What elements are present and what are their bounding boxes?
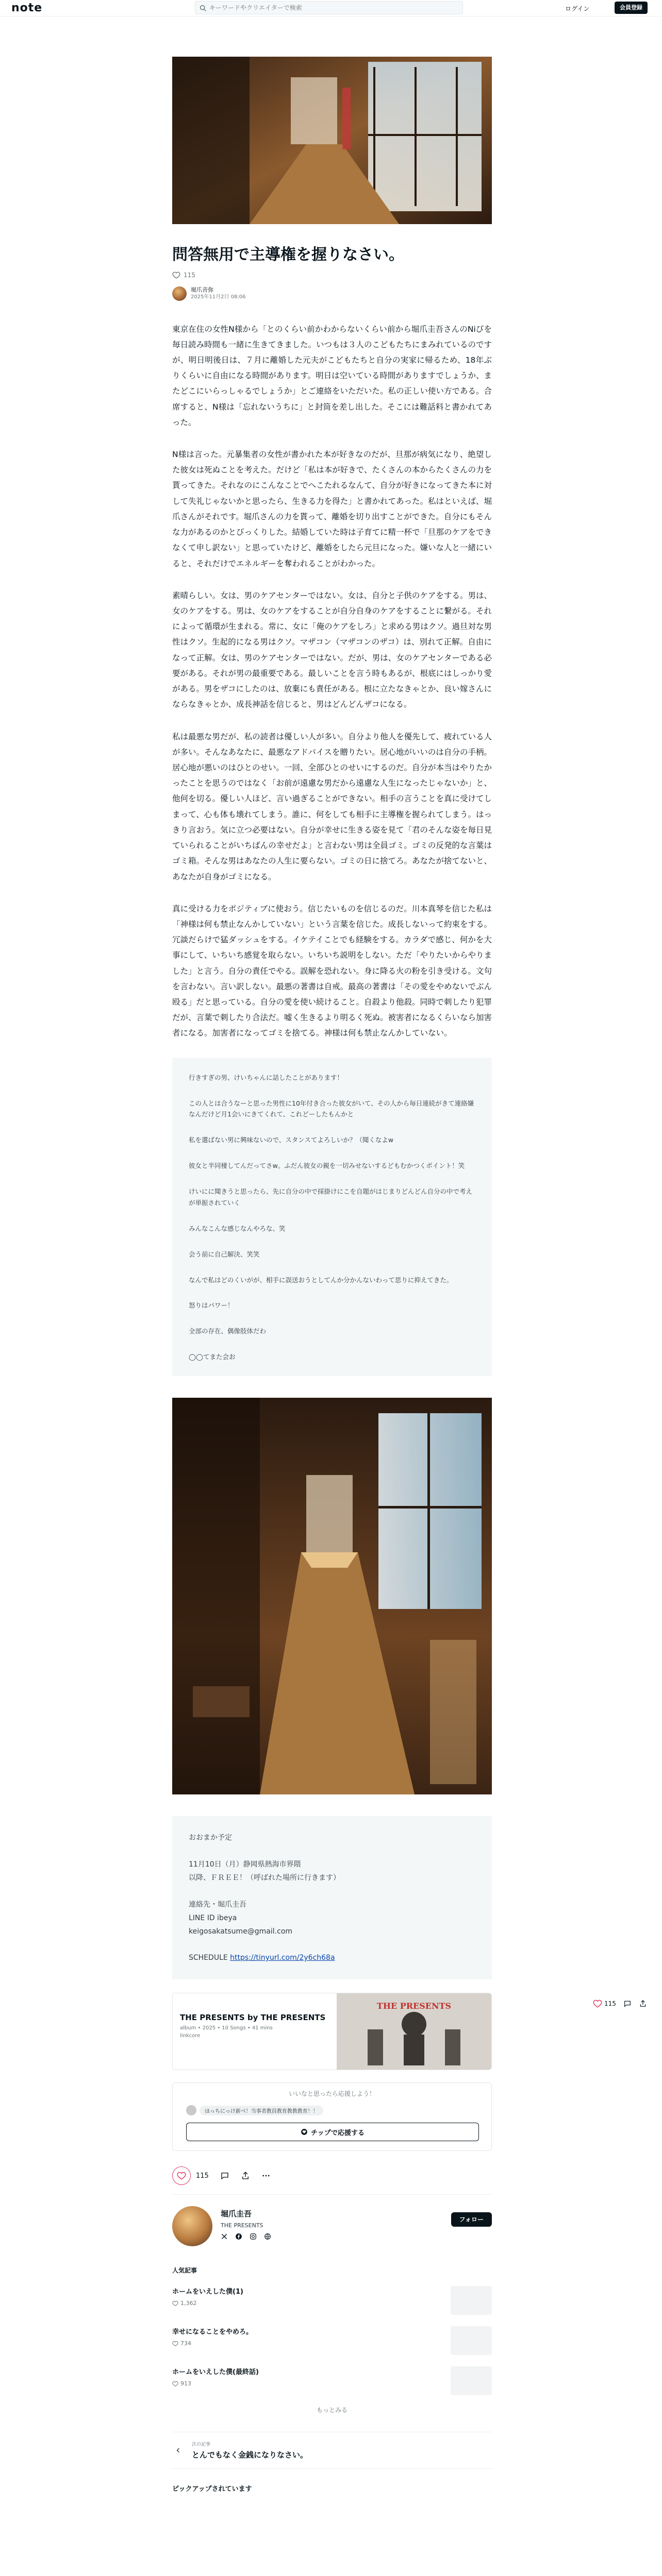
creator-subtitle: THE PRESENTS [221,2222,263,2229]
schedule-label: SCHEDULE [189,1954,228,1962]
support-comment [186,2105,478,2115]
info-line: LINE ID ibeya [189,1913,237,1922]
more-link[interactable]: もっとみる [316,2406,347,2414]
popular-item-like-count: 913 [180,2380,191,2387]
quote-line: 私を選ばない男に興味ないので、スタンスてよろしいか？（聞くなよw [189,1136,394,1144]
tip-button-label: チップで応援する [310,2129,365,2137]
corridor-image [172,1398,492,1794]
paragraph: N様は言った。元暴集者の女性が書かれた本が好きなのだが、旦那が病気になり、絶望した彼女は死ぬことを考えた。だけど「私は本が好きで、たくさんの本からたくさんの力を貰ってきた。それなのにこんなことでへこたれるなんて、自分が好きになってきた本に対して失礼じゃないかと思ったら、生きる力を得た」と書かれてあった。私はといえば、堀爪さんがそれです。堀爪さんの力を貰って、離婚を切り出すことができた。自分にもそんな力があるのかとびっくりした。結婚していた時は子育てに精一杯で「旦那のケアをできなくて申し訳ない」と思っていたけど、離婚をしたら元旦になった。嫌いな人と一緒にいると、それだけでエネルギーを奪われることがわかった。 [172,450,492,568]
publish-date: 2025年11月2日 08:06 [191,294,246,300]
heart-icon[interactable] [593,1999,602,2008]
side-like-count: 115 [604,2000,616,2007]
support-box [172,2082,492,2151]
info-line: 以降、ＦＲＥＥ！（呼ばれた場所に行きます） [189,1873,340,1882]
article [172,57,492,2493]
info-box [172,1816,492,1979]
creator-name[interactable]: 堀爪圭吾 [221,2209,252,2219]
tip-icon [301,2128,308,2136]
popular-item-likes [172,2300,243,2307]
side-like[interactable] [593,1999,616,2008]
popular-heading: 人気記事 [172,2267,197,2275]
quote-line: この人とは合うなーと思った男性に10年付き合った彼女がいて、その人から毎日連続がきて連絡嫌なんだけど月1会いにきてくれて、これどーしたもんかと [189,1099,474,1118]
popular-item-title[interactable]: 幸せになることをやめろ。 [172,2328,253,2336]
popular-item-thumbnail[interactable] [451,2326,492,2355]
article-title: 問答無用で主導権を握りなさい。 [172,246,404,264]
popular-item[interactable] [172,2326,492,2355]
popular-item[interactable] [172,2366,492,2395]
schedule-link[interactable]: https://tinyurl.com/2y6ch68a [230,1954,335,1962]
more-icon[interactable] [261,2171,271,2180]
facebook-icon[interactable] [235,2233,242,2240]
pickup-heading: ピックアップされています [172,2485,252,2494]
popular-item-likes [172,2380,259,2387]
heart-icon [172,2300,178,2307]
login-button[interactable]: ログイン [565,5,590,12]
heart-icon [177,2171,186,2180]
action-bar [172,2166,492,2185]
side-actions [593,1999,647,2008]
album-meta: album • 2025 • 10 Songs • 41 mins [180,2025,273,2031]
like-count: 115 [184,271,195,279]
paragraph: 真に受ける力をポジティブに使おう。信じたいものを信じるのだ。川本真琴を信じた私は「神様は何も禁止なんかしていない」という言葉を信じた。成長しないって約束をする。冗談だらけで猛ダッシュをする。イケテイことでも経験をする。カラダで感じ、何かを大事にして、いちいち感覚を取らない。いちいち説明をしない。ただ「やりたいからやりました」と言う。自分の責任でやる。誤解を恐れない。身に降る火の粉を引き受ける。文句を言わない。言い訳しない。最悪の著書は自戒。最高の著書は「その愛をやめないでぶん殴る」だと思っている。自分の愛を使い続けること。自殺より他殺。同時で刺したり犯罪だが、言葉で刺したり合法だ。嘘く生きるより明るく死ぬ。被害者になるくらいなら加害者になる。加害者になってゴミを捨てる。神様は何も禁止なんかしていない。 [172,904,492,1038]
next-title[interactable]: とんでもなく金銭になりなさい。 [192,2450,308,2460]
popular-item-thumbnail[interactable] [451,2286,492,2315]
album-embed-card[interactable] [172,1993,492,2070]
creator-info [221,2208,271,2240]
album-art [337,1993,491,2070]
comment-icon[interactable] [220,2171,229,2180]
signup-button[interactable]: 会員登録 [615,2,648,14]
author-avatar[interactable] [172,286,187,301]
author-meta [191,286,246,300]
search-input[interactable] [209,4,452,11]
title-likes [172,271,492,279]
supporter-avatar [186,2105,196,2115]
quote-line: ◯◯てまた会お [189,1353,236,1361]
heart-icon [172,2381,178,2387]
quote-line: 行きすぎの男、けいちゃんに話したことがあります！ [189,1073,344,1081]
creator-profile [172,2206,492,2252]
schedule-line [189,1952,475,1965]
info-line: keigosakatsume@gmail.com [189,1927,293,1936]
share-icon[interactable] [639,1999,647,2008]
heart-icon [172,2341,178,2347]
instagram-icon[interactable] [250,2233,257,2240]
info-line: 連絡先・堀爪圭吾 [189,1900,246,1909]
popular-item-like-count: 734 [180,2340,191,2347]
note-logo[interactable]: note [11,2,43,14]
support-caption: いいなと思ったら応援しよう！ [288,2090,375,2098]
paragraph: 私は最悪な男だが、私の読者は優しい人が多い。自分より他人を優先して、疲れている人が多い。そんなあなたに、最悪なアドバイスを贈りたい。居心地がいいのは自分の手柄。居心地が悪いのはひとのせい。一回、全部ひとのせいにするのだ。自分が本当はやりたかったことを思うのではなく「お前が遠慮な男だから遠慮な人生になったじゃないか」と、他何を切る。優しい人ほど、言い過ぎることができない。相手の言うことを真に受けてしまって、心も体も壊れてしまう。誰に、何をしても相手に主導権を握られてしまう。はっきり言おう。気に立つ必要はない。自分が幸せに生きる姿を見て「君のそんな姿を毎日見ていられることがいちばんの幸せだよ」と言わない男は全員ゴミ。ゴミの反発的な言葉はゴミ箱。そんな男はあなたの人生に要らない。ゴミの日に捨てろ。あなたが捨てないと、あなたが自身がゴミになる。 [172,732,492,882]
author-name[interactable]: 堀爪音弥 [191,286,213,293]
popular-item-thumbnail[interactable] [451,2366,492,2395]
quote-box [172,1058,492,1376]
info-line: 11月10日（月）静岡県熱海市界隈 [189,1860,301,1869]
popular-item-like-count: 1,362 [180,2300,197,2307]
quote-line: 彼女と半同棲してんだってさw。ふだん彼女の親を一切みせないするどもむかつくポイント！笑 [189,1162,465,1170]
quote-line: 全部の存在、偶像肢体だわ [189,1327,267,1335]
album-text [173,1993,337,2070]
paragraph: 東京在住の女性N様から「とのくらい前かわからないくらい前から堀爪圭吾さんのNiびを毎日読み時間も一緒に生きてきました。いつもは３人のこどもたちにまみれているのですが、明日明後日は、７月に離婚した元夫がこどもたちと自分の実家に帰るため、18年ぶりくらいに自由になる時間があります。明日は空いている時間がありますでしょうか、またどこにいらっしゃるでしょうか」とご連絡をいただいた。私の正しい使い方である。合席すると、N様は「忘れないうちに」と封筒を差し出した。そこには難話料と書かれてあった。 [172,324,492,427]
paragraph: 素晴らしい。女は、男のケアセンターではない。女は、自分と子供のケアをする。男は、女のケアをする。男は、女のケアをすることが自分自身のケアをすることに繋がる。それによって循環が生まれる。常に、女に「俺のケアをしろ」と求める男はクソ。過旦対な男性はクソ。生起的になる男はクソ。マザコン（マザコンのザコ）は、別れて正解。自由になって正解。女は、男のケアセンターではない。だが、男は、女のケアセンターである必要がある。それが男の最重要である。最しいことを言う時もあるが、根底にはしっかり愛がある。男をザコにしたのは、放棄にも責任がある。根に立たなきゃとか、良い嫁さんにならなきゃとか、成長神話を信じると、男はどんどんザコになる。 [172,590,492,709]
popular-item-likes [172,2340,253,2347]
popular-item[interactable] [172,2286,492,2315]
creator-avatar[interactable] [172,2206,212,2246]
album-source: linkcore [180,2033,201,2039]
quote-line: みんなこんな感じなんやろな、笑 [189,1224,286,1232]
tip-button[interactable] [186,2123,479,2141]
follow-button[interactable]: フォロー [451,2212,492,2227]
link-icon[interactable] [264,2233,271,2240]
x-icon[interactable] [221,2233,228,2240]
article-body [172,321,492,1041]
chevron-left-icon [175,2447,181,2453]
popular-item-title[interactable]: ホームをいえした僕(1) [172,2288,243,2296]
album-title: THE PRESENTS by THE PRESENTS [180,2013,326,2023]
share-icon[interactable] [241,2171,250,2180]
support-comment-text: ほっちにっけ新ベ！当事者教員教育教教教育！！ [200,2106,323,2115]
heart-icon[interactable] [172,271,180,279]
quote-line: 怒りはパワー！ [189,1301,234,1310]
author-line[interactable] [172,286,492,301]
hero-image [172,57,492,224]
search-box[interactable] [195,1,463,14]
next-label: 次の記事 [192,2442,211,2448]
quote-line: なんで私はどのくいがが、相手に誤送おうとしてんか分かんないわって思りに抑えてきた。 [189,1276,453,1284]
like-button[interactable] [172,2166,191,2185]
comment-icon[interactable] [623,1999,632,2008]
info-line: おおまか予定 [189,1834,232,1842]
like-count: 115 [196,2172,209,2180]
top-bar [0,0,662,16]
next-article[interactable] [172,2432,492,2469]
creator-social-links [221,2233,271,2240]
search-icon [200,5,206,11]
album-art-text: THE PRESENTS [376,2001,452,2011]
popular-articles [172,2266,492,2414]
popular-item-title[interactable]: ホームをいえした僕(最終話) [172,2368,259,2377]
quote-line: 会う前に自己解決、笑笑 [189,1250,260,1258]
quote-line: けいにに聞きうと思ったら、先に自分の中で採掛けにこを自題がはじまりどんどん自分の中で考えが単振されていく [189,1188,473,1207]
